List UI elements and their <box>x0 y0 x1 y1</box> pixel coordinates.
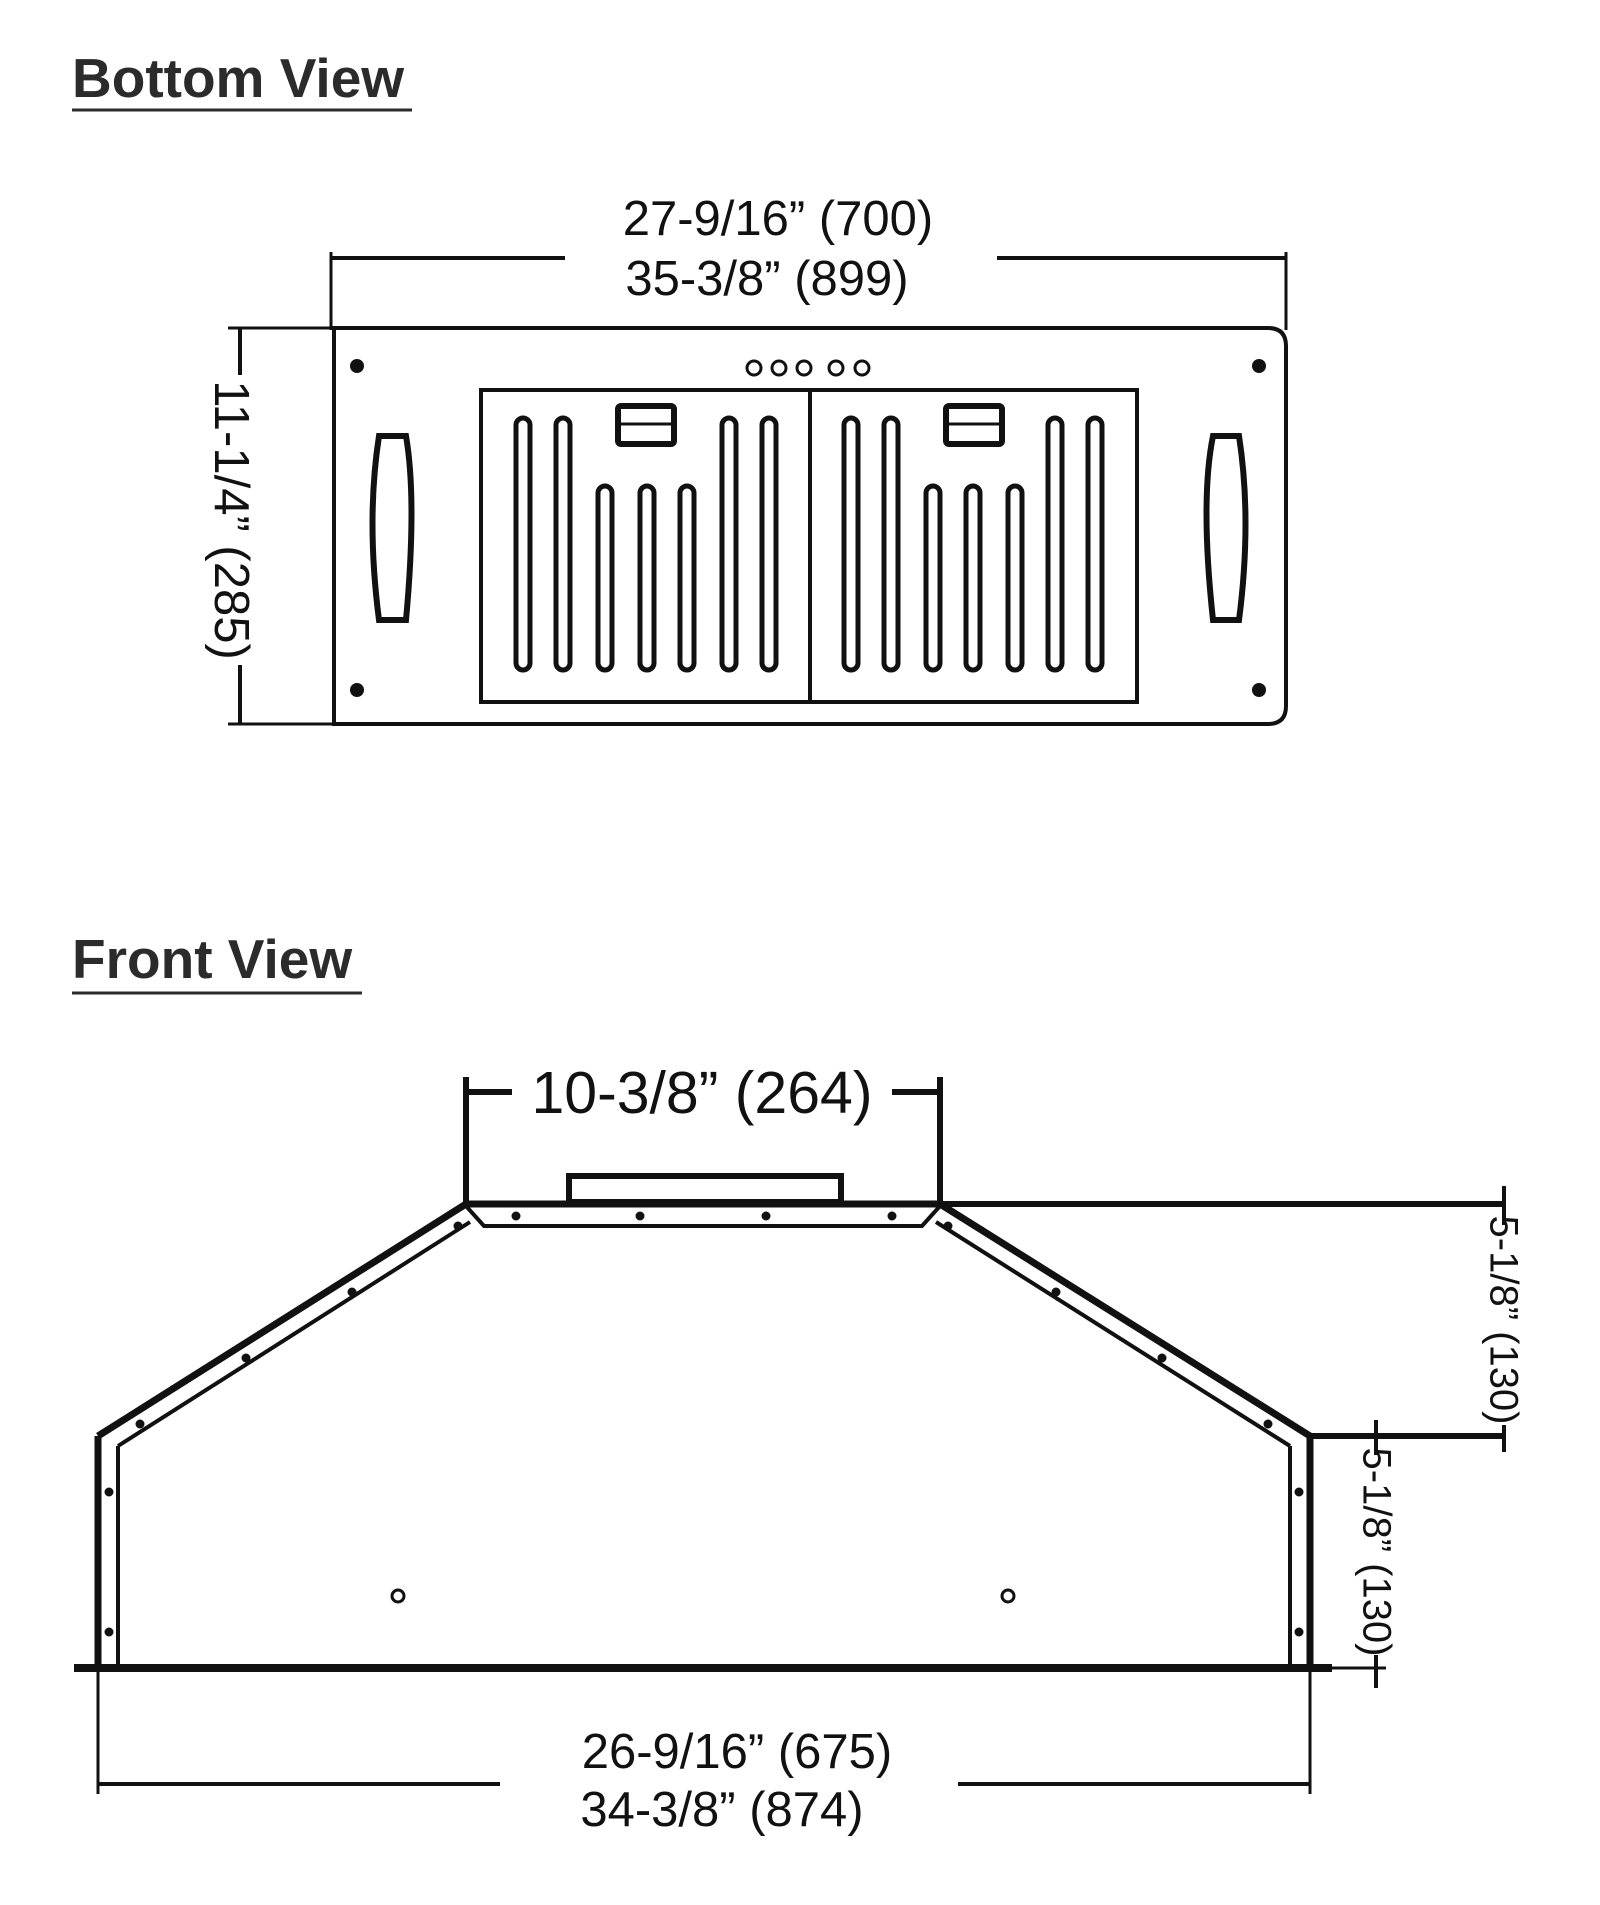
bottom-width-label-1: 27-9/16” (700) <box>622 192 934 246</box>
front-bottom-width-label-1: 26-9/16” (675) <box>581 1725 893 1779</box>
control-buttons <box>747 361 869 375</box>
bottom-view-title: Bottom View <box>72 47 405 109</box>
light-fixture-right <box>1207 436 1246 620</box>
front-bottom-width-dimension <box>98 1668 1310 1837</box>
hood-front-body <box>74 1204 1332 1668</box>
mount-hole-icon <box>1002 1590 1014 1602</box>
front-bottom-width-label-2: 34-3/8” (874) <box>580 1783 864 1837</box>
rivets <box>105 1212 1304 1637</box>
bottom-depth-label: 11-1/4” (285) <box>204 380 259 660</box>
mount-hole-icon <box>392 1590 404 1602</box>
front-view <box>72 928 1530 1837</box>
front-top-width-dimension <box>466 1060 940 1206</box>
front-top-width-label: 10-3/8” (264) <box>531 1060 873 1126</box>
front-upper-height-label: 5-1/8” (130) <box>1481 1215 1526 1425</box>
bottom-view <box>72 47 1286 724</box>
screw-icon <box>350 359 364 373</box>
bottom-width-label-2: 35-3/8” (899) <box>625 252 909 306</box>
bottom-depth-dimension <box>204 328 334 724</box>
screw-icon <box>1252 359 1266 373</box>
screw-icon <box>350 683 364 697</box>
duct-collar <box>569 1176 841 1202</box>
light-fixture-left <box>373 436 412 620</box>
front-view-title: Front View <box>72 928 353 990</box>
front-lower-height-label: 5-1/8” (130) <box>1354 1447 1399 1657</box>
bottom-width-dimension <box>331 192 1286 330</box>
screw-icon <box>1252 683 1266 697</box>
